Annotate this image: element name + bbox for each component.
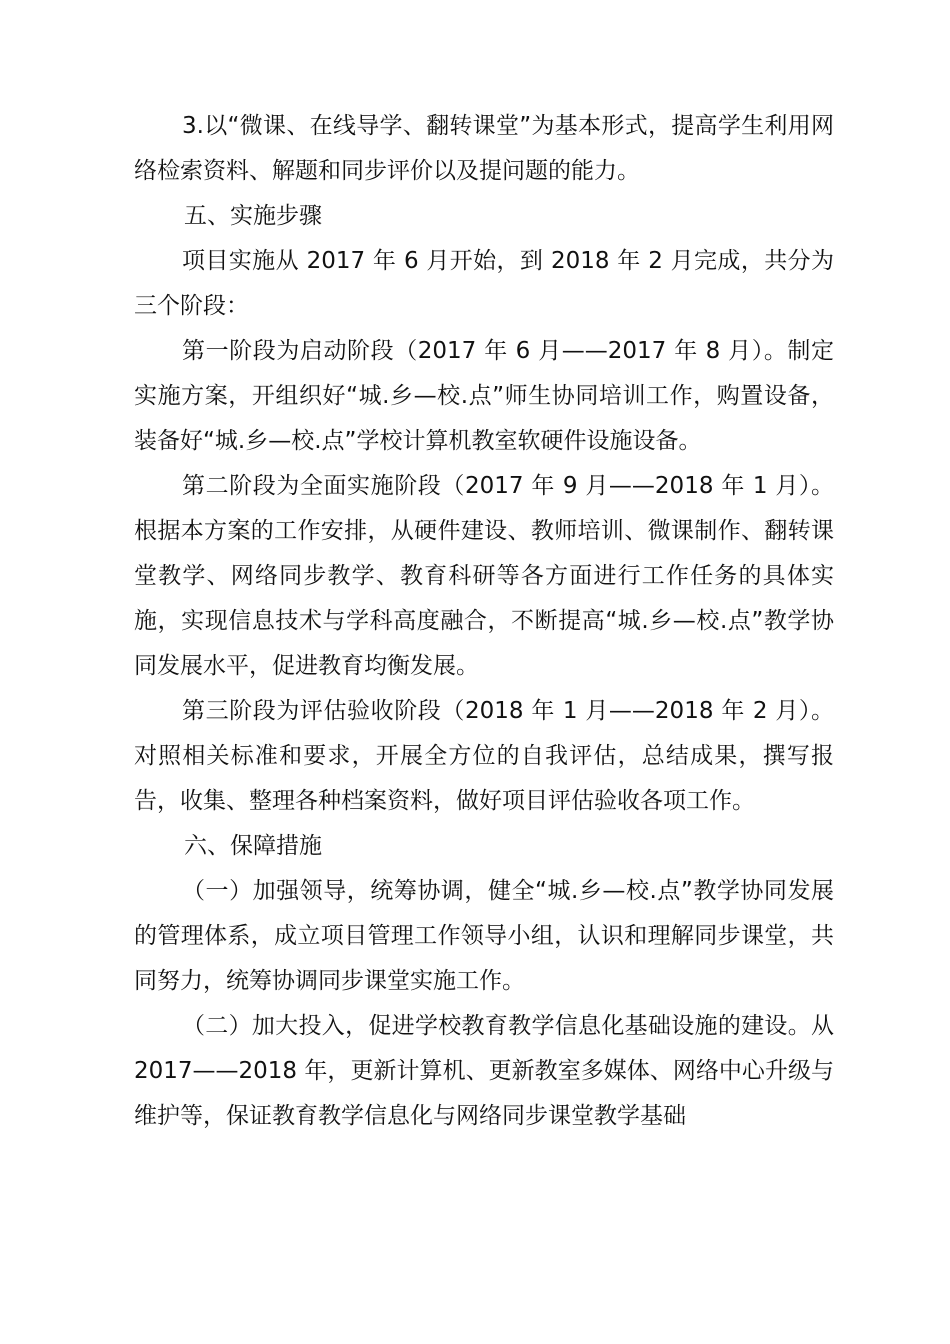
paragraph-item-3: 3.以“微课、在线导学、翻转课堂”为基本形式，提高学生利用网络检索资料、解题和同步评价以及提问题的能力。	[134, 113, 834, 184]
paragraph-measure-two: （二）加大投入，促进学校教育教学信息化基础设施的建设。从 2017——2018 年，更新计算机、更新教室多媒体、网络中心升级与维护等，保证教育教学信息化与网络同步课堂教学基础	[134, 1013, 834, 1129]
document-body	[134, 104, 834, 1139]
paragraph-stage-three: 第三阶段为评估验收阶段（2018 年 1 月——2018 年 2 月）。对照相关标准和要求，开展全方位的自我评估，总结成果，撰写报告，收集、整理各种档案资料，做好项目评估验收各项工作。	[134, 698, 834, 814]
paragraph-stage-two: 第二阶段为全面实施阶段（2017 年 9 月——2018 年 1 月）。根据本方案的工作安排，从硬件建设、教师培训、微课制作、翻转课堂教学、网络同步教学、教育科研等各方面进行工作任务的具体实施，实现信息技术与学科高度融合，不断提高“城.乡—校.点”教学协同发展水平，促进教育均衡发展。	[134, 473, 835, 679]
paragraph-schedule-intro: 项目实施从 2017 年 6 月开始，到 2018 年 2 月完成，共分为三个阶段：	[134, 248, 834, 319]
section-heading-safeguards: 六、保障措施	[184, 833, 322, 859]
paragraph-stage-one: 第一阶段为启动阶段（2017 年 6 月——2017 年 8 月）。制定实施方案，开组织好“城.乡—校.点”师生协同培训工作，购置设备，装备好“城.乡—校.点”学校计算机教室软硬件设施设备。	[134, 338, 834, 454]
section-heading-implementation-steps: 五、实施步骤	[184, 203, 322, 229]
paragraph-measure-one: （一）加强领导，统筹协调，健全“城.乡—校.点”教学协同发展的管理体系，成立项目管理工作领导小组，认识和理解同步课堂，共同努力，统筹协调同步课堂实施工作。	[134, 878, 834, 994]
